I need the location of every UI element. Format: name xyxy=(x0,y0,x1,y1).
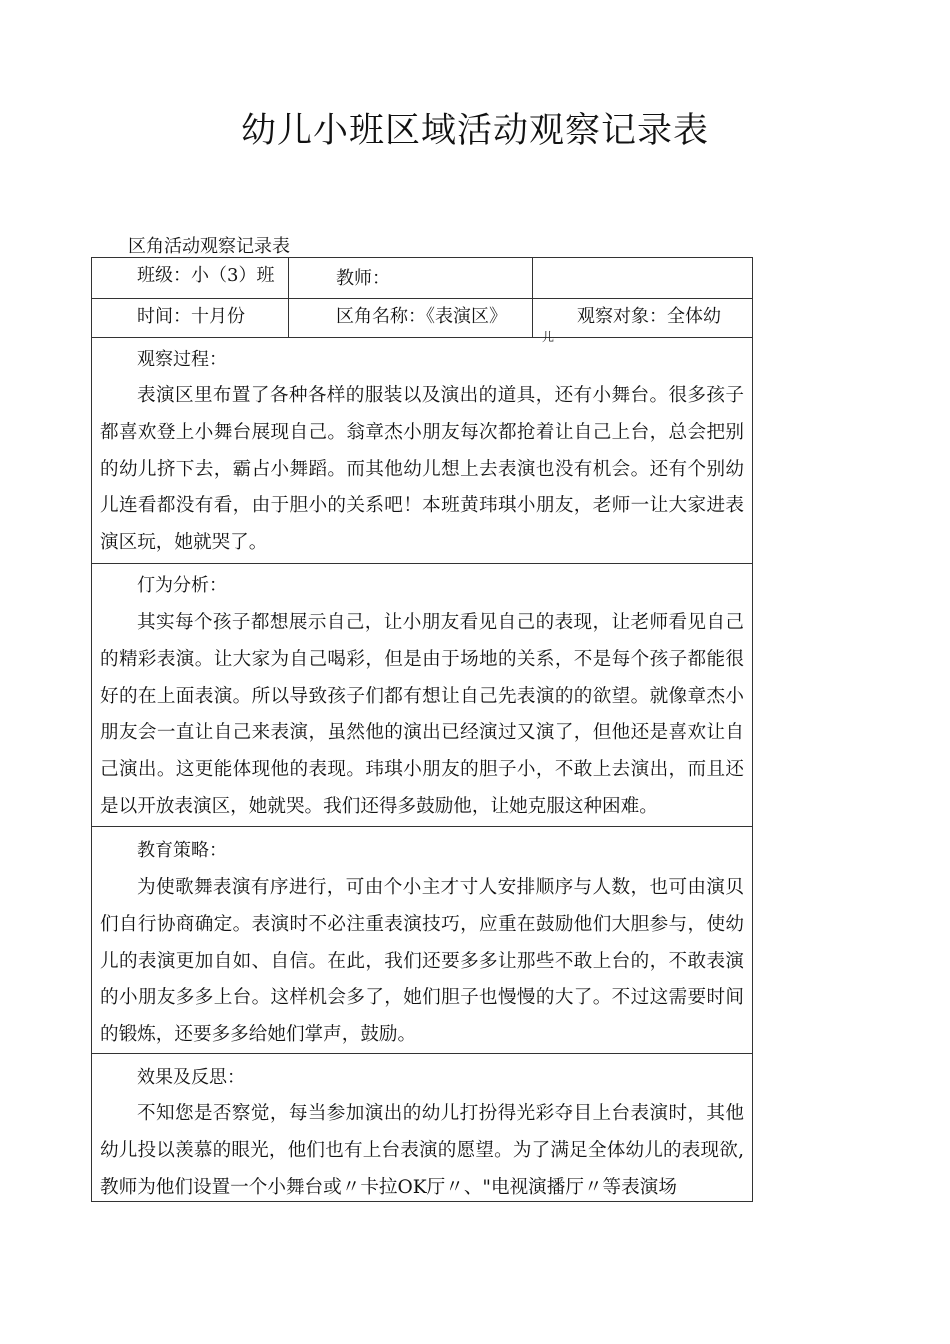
table-caption: 区角活动观察记录表 xyxy=(128,236,290,257)
behavior-analysis-heading: 仃为分析： xyxy=(137,575,227,596)
behavior-analysis-text: 其实每个孩子都想展示自己，让小朋友看见自己的表现，让老师看见自己的精彩表演。让大家为自己喝彩，但是由于场地的关系，不是每个孩子都能很好的在上面表演。所以导致孩子们都有想让自己先表演的的欲望。就像章杰小朋友会一直让自己来表演，虽然他的演出已经演过又演了，但他还是喜欢让自己演出。这更能体现他的表现。玮琪小朋友的胆子小，不敢上去演出，而且还是以开放表演区，她就哭。我们还得多鼓励他，让她克服这种困难。 xyxy=(100,612,744,817)
observation-process-section xyxy=(92,338,752,563)
observation-record-table xyxy=(91,257,753,1202)
effect-reflection-text: 不知您是否察觉，每当参加演出的幼儿打扮得光彩夺目上台表演时，其他幼儿投以羡慕的眼光，他们也有上台表演的愿望。为了满足全体幼儿的表现欲,教师为他们设置一个小舞台或〃卡拉OK厅〃、"电视演播厅〃等表演场 xyxy=(100,1103,744,1198)
observation-target-cell: 观察对象：全体幼 xyxy=(577,306,721,327)
observation-process-text: 表演区里布置了各种各样的服装以及演出的道具，还有小舞台。很多孩子都喜欢登上小舞台展现自己。翁章杰小朋友每次都抢着让自己上台，总会把别的幼儿挤下去，霸占小舞蹈。而其他幼儿想上去表演也没有机会。还有个别幼儿连看都没有看，由于胆小的关系吧！本班黄玮琪小朋友，老师一让大家进表演区玩，她就哭了。 xyxy=(100,385,744,554)
effect-reflection-heading: 效果及反思： xyxy=(137,1067,245,1088)
observation-target-overflow: 儿 xyxy=(542,330,555,344)
observation-process-heading: 观察过程： xyxy=(137,349,227,370)
time-cell: 时间：十月份 xyxy=(137,306,245,327)
behavior-analysis-section xyxy=(92,564,752,826)
education-strategy-heading: 教育策略： xyxy=(137,840,227,861)
education-strategy-section xyxy=(92,827,752,1053)
column-divider xyxy=(288,258,289,337)
area-name-cell: 区角名称：《表演区》 xyxy=(336,306,507,327)
row-divider xyxy=(92,298,752,299)
effect-reflection-section xyxy=(92,1054,752,1202)
column-divider xyxy=(532,258,533,337)
teacher-label-cell: 教师： xyxy=(336,268,390,289)
education-strategy-text: 为使歌舞表演有序进行，可由个小主才寸人安排顺序与人数，也可由演贝们自行协商确定。表演时不必注重表演技巧，应重在鼓励他们大胆参与，使幼儿的表演更加自如、自信。在此，我们还要多多让那些不敢上台的，不敢表演的小朋友多多上台。这样机会多了，她们胆子也慢慢的大了。不过这需要时间的锻炼，还要多多给她们掌声，鼓励。 xyxy=(100,877,744,1046)
document-title: 幼儿小班区域活动观察记录表 xyxy=(240,111,709,151)
class-cell: 班级：小（3）班 xyxy=(137,265,275,286)
